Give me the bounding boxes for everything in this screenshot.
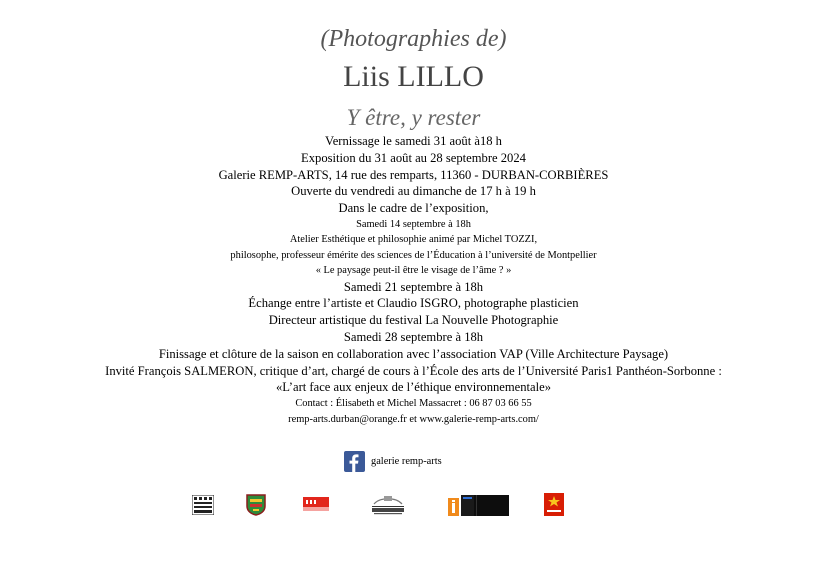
info-line: Finissage et clôture de la saison en collaboration avec l’association VAP (Ville Architecture Paysage) <box>158 346 669 361</box>
occitanie-logo <box>544 493 564 516</box>
region-logo <box>303 497 329 511</box>
info-line: Vernissage le samedi 31 août à18 h <box>325 134 502 148</box>
facebook-link[interactable] <box>344 450 442 472</box>
exhibition-title: Y être, y rester <box>346 105 481 130</box>
info-line: Atelier Esthétique et philosophie animé par Michel TOZZI, <box>289 234 538 246</box>
info-line: « Le paysage peut-il être le visage de l’âme ? » <box>315 265 512 277</box>
info-line: Samedi 14 septembre à 18h <box>356 218 471 230</box>
castelmaure-logo <box>368 494 408 516</box>
info-line: Contact : Élisabeth et Michel Massacret : 06 87 03 66 55 <box>295 398 532 410</box>
event-details <box>0 133 827 427</box>
info-line: Invité François SALMERON, critique d’art, chargé de cours à l’École des arts de l’Université Paris1 Panthéon-Sorbonne : <box>105 363 722 378</box>
info-line: Galerie REMP-ARTS, 14 rue des remparts, 11360 - DURBAN-CORBIÈRES <box>218 167 609 182</box>
info-line: Directeur artistique du festival La Nouvelle Photographie <box>268 313 559 328</box>
pretitle: (Photographies de) <box>320 26 507 52</box>
info-line: Samedi 21 septembre à 18h <box>343 279 484 294</box>
remp-arts-logo <box>192 495 214 515</box>
info-line: Exposition du 31 août au 28 septembre 2024 <box>301 150 526 165</box>
info-line: Samedi 28 septembre à 18h <box>343 330 484 344</box>
info-line: remp-arts.durban@orange.fr et www.galerie-remp-arts.com/ <box>288 413 539 425</box>
info-line: Dans le cadre de l’exposition, <box>338 201 489 216</box>
info-line: Ouverte du vendredi au dimanche de 17 h à 19 h <box>291 184 536 199</box>
info-line: philosophe, professeur émérite des sciences de l’Éducation à l’université de Montpellier <box>230 249 597 261</box>
facebook-icon <box>344 451 365 472</box>
info-line: Échange entre l’artiste et Claudio ISGRO, photographe plasticien <box>248 296 579 311</box>
info-line: «L’art face aux enjeux de l’éthique environnementale» <box>275 380 552 395</box>
artist-name: Liis LILLO <box>343 60 484 93</box>
facebook-label: galerie remp-arts <box>371 455 442 467</box>
coat-of-arms-logo <box>246 494 266 516</box>
sponsor-logo <box>448 495 509 516</box>
